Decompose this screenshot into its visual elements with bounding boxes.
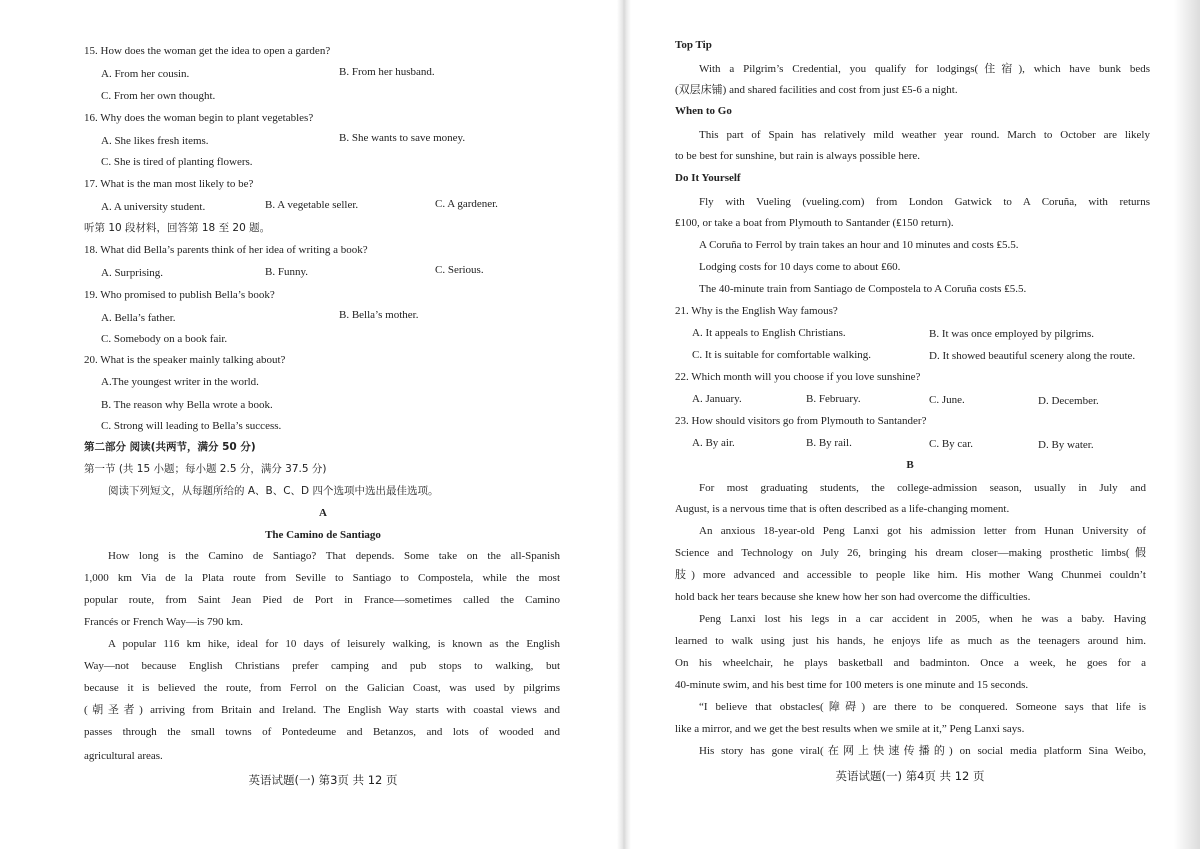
passage-a-line: Francés or French Way—is 790 km. [84, 616, 243, 628]
diy-line: The 40-minute train from Santiago de Compostela to A Coruña costs ₤5.5. [699, 283, 1027, 295]
q19-option-b: B. Bella’s mother. [339, 309, 419, 321]
q18-option-c: C. Serious. [435, 264, 484, 276]
passage-a-line: Way—not because English Christians prefer camping and pub stops to walking, but [84, 660, 560, 672]
section1-instruction: 阅读下列短文，从每题所给的 A、B、C、D 四个选项中选出最佳选项。 [108, 485, 439, 497]
q22-option-d: D. December. [1038, 395, 1099, 407]
q22-option-c: C. June. [929, 394, 965, 406]
passage-b-line: hold back her tears because she knew how her son had overcome the difficulties. [675, 591, 1031, 603]
q19-stem: 19. Who promised to publish Bella’s book? [84, 289, 275, 301]
diy-line: A Coruña to Ferrol by train takes an hour and 10 minutes and costs ₤5.5. [699, 239, 1019, 251]
top-tip-line: With a Pilgrim’s Credential, you qualify for lodgings(住宿), which have bunk beds [699, 63, 1150, 75]
q22-option-a: A. January. [692, 393, 742, 405]
passage-b-line: August, is a nervous time that is often described as a life-changing moment. [675, 503, 1010, 515]
q18-stem: 18. What did Bella’s parents think of her idea of writing a book? [84, 244, 368, 256]
passage-b-line: like a mirror, and we get the best results when we smile at it,” Peng Lanxi says. [675, 723, 1025, 735]
q21-option-a: A. It appeals to English Christians. [692, 327, 846, 339]
passage-b-line: An anxious 18-year-old Peng Lanxi got his admission letter from Hunan University of [699, 525, 1146, 537]
passage-b-line: learned to walk using just his hands, he enjoys life as much as the teenagers around him. [675, 635, 1146, 647]
passage-a-line: (朝圣者) arriving from Britain and Ireland. The English Way starts with coastal views and [84, 704, 560, 716]
top-tip-heading: Top Tip [675, 39, 712, 51]
passage-a-line: agricultural areas. [84, 750, 163, 762]
q21-option-b: B. It was once employed by pilgrims. [929, 328, 1094, 340]
exam-page-4 [600, 0, 1200, 849]
q20-option-a: A.The youngest writer in the world. [101, 376, 259, 388]
passage-b-line: For most graduating students, the college-admission season, usually in July and [699, 482, 1146, 494]
q21-stem: 21. Why is the English Way famous? [675, 305, 838, 317]
q21-option-d: D. It showed beautiful scenery along the route. [929, 350, 1136, 362]
passage-a-line: A popular 116 km hike, ideal for 10 days of leisurely walking, is known as the English [108, 638, 560, 650]
q16-option-c: C. She is tired of planting flowers. [101, 156, 253, 168]
passage-b-line: Peng Lanxi lost his legs in a car accident in 2005, when he was a baby. Having [699, 613, 1146, 625]
passage-b-letter: B [906, 459, 914, 471]
passage-a-letter: A [319, 507, 327, 519]
diy-line: Lodging costs for 10 days come to about ₤60. [699, 261, 901, 273]
q20-option-b: B. The reason why Bella wrote a book. [101, 399, 273, 411]
q20-option-c: C. Strong will leading to Bella’s success. [101, 420, 282, 432]
passage-b-line: 40-minute swim, and his best time for 100 meters is one minute and 15 seconds. [675, 679, 1029, 691]
q16-option-b: B. She wants to save money. [339, 132, 466, 144]
q15-option-b: B. From her husband. [339, 66, 435, 78]
passage-a-title: The Camino de Santiago [265, 529, 381, 541]
q21-option-c: C. It is suitable for comfortable walking. [692, 349, 872, 361]
page-footer: 英语试题(一) 第3页 共 12 页 [248, 773, 398, 787]
q23-stem: 23. How should visitors go from Plymouth to Santander? [675, 415, 927, 427]
q23-option-c: C. By car. [929, 438, 973, 450]
passage-a-line: passes through the small towns of Pontedeume and Betanzos, and lots of wooded and [84, 726, 560, 738]
q18-option-b: B. Funny. [265, 266, 308, 278]
q23-option-b: B. By rail. [806, 437, 852, 449]
passage-b-line: “I believe that obstacles(障碍) are there to be conquered. Someone says that life is [699, 701, 1146, 713]
top-tip-line: (双层床铺) and shared facilities and cost from just ₤5-6 a night. [675, 84, 958, 96]
section1-title: 第一节 (共 15 小题；每小题 2.5 分，满分 37.5 分) [84, 463, 327, 475]
listening-instruction: 听第 10 段材料，回答第 18 至 20 题。 [84, 222, 271, 234]
diy-line: ₤100, or take a boat from Plymouth to Santander (₤150 return). [675, 217, 954, 229]
q22-stem: 22. Which month will you choose if you love sunshine? [675, 371, 921, 383]
passage-b-line: Science and Technology on July 26, bringing his dream closer—making prosthetic limbs(假 [675, 547, 1146, 559]
passage-b-line: His story has gone viral(在网上快速传播的) on social media platform Sina Weibo, [699, 745, 1146, 757]
q15-stem: 15. How does the woman get the idea to open a garden? [84, 45, 331, 57]
when-to-go-heading: When to Go [675, 105, 732, 117]
q15-option-a: A. From her cousin. [101, 68, 190, 80]
q16-option-a: A. She likes fresh items. [101, 135, 209, 147]
q17-option-b: B. A vegetable seller. [265, 199, 359, 211]
q19-option-a: A. Bella’s father. [101, 312, 176, 324]
q17-option-c: C. A gardener. [435, 198, 498, 210]
q20-stem: 20. What is the speaker mainly talking about? [84, 354, 286, 366]
q18-option-a: A. Surprising. [101, 267, 164, 279]
page-footer: 英语试题(一) 第4页 共 12 页 [835, 769, 985, 783]
part2-title: 第二部分 阅读(共两节，满分 50 分) [84, 441, 256, 453]
q19-option-c: C. Somebody on a book fair. [101, 333, 228, 345]
do-it-yourself-heading: Do It Yourself [675, 172, 741, 184]
q23-option-a: A. By air. [692, 437, 735, 449]
passage-a-line: How long is the Camino de Santiago? That depends. Some take on the all-Spanish [108, 550, 560, 562]
passage-b-line: 肢) more advanced and accessible to people like him. His mother Wang Chunmei couldn’t [675, 569, 1146, 581]
passage-a-line: 1,000 km Via de la Plata route from Seville to Santiago to Compostela, while the most [84, 572, 560, 584]
passage-a-line: because it is believed the route, from Ferrol on the Galician Coast, was used by pilgrims [84, 682, 560, 694]
q17-stem: 17. What is the man most likely to be? [84, 178, 254, 190]
passage-a-line: popular route, from Saint Jean Pied de Port in France—sometimes called the Camino [84, 594, 560, 606]
when-to-go-line: This part of Spain has relatively mild weather year round. March to October are likely [699, 129, 1150, 141]
q16-stem: 16. Why does the woman begin to plant vegetables? [84, 112, 314, 124]
q17-option-a: A. A university student. [101, 201, 206, 213]
q23-option-d: D. By water. [1038, 439, 1094, 451]
q15-option-c: C. From her own thought. [101, 90, 216, 102]
passage-b-line: On his wheelchair, he plays basketball and badminton. Once a week, he goes for a [675, 657, 1146, 669]
when-to-go-line: to be best for sunshine, but rain is always possible here. [675, 150, 921, 162]
q22-option-b: B. February. [806, 393, 861, 405]
diy-line: Fly with Vueling (vueling.com) from London Gatwick to A Coruña, with returns [699, 196, 1150, 208]
